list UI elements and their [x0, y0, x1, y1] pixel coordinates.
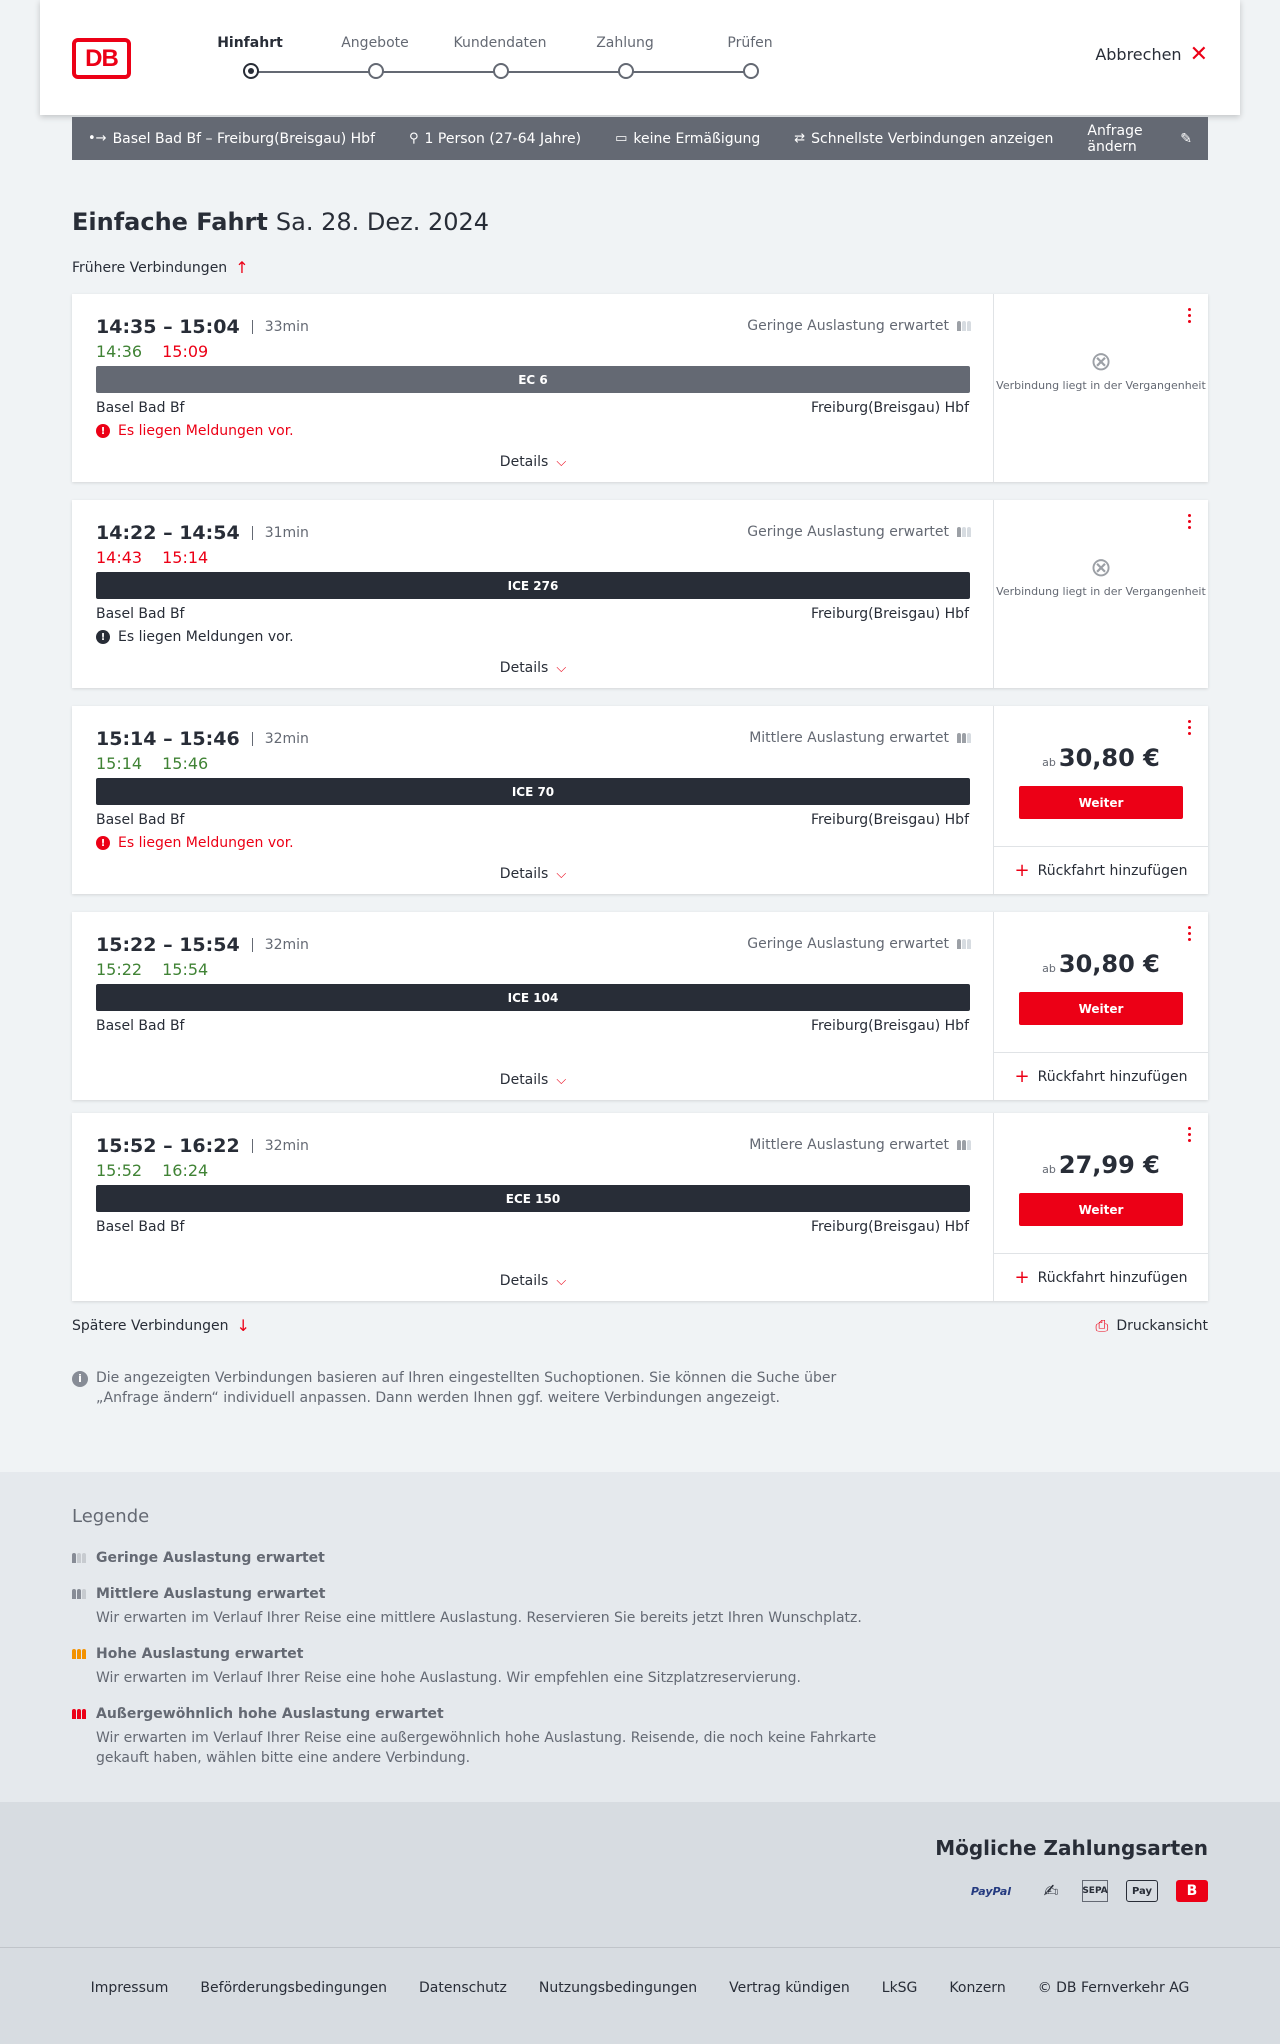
footer-link[interactable]: Vertrag kündigen — [729, 1980, 850, 1996]
details-label: Details — [499, 1273, 549, 1289]
planned-times: 15:14 – 15:46 — [96, 728, 240, 750]
step-label: Kundendaten — [453, 35, 547, 51]
return-label: Rückfahrt hinzufügen — [1037, 862, 1188, 879]
realtime-arrival: 15:09 — [162, 342, 209, 361]
load-person — [72, 1553, 76, 1563]
plus-icon: + — [1014, 860, 1030, 881]
load-person — [967, 1140, 971, 1150]
step-label: Angebote — [341, 35, 409, 51]
legend-item-desc: Wir erwarten im Verlauf Ihrer Reise eine mittlere Auslastung. Reservieren Sie bereits jetzt Ihren Wunschplatz. — [96, 1610, 862, 1626]
connection-info — [72, 500, 994, 688]
legend-item — [72, 1586, 892, 1628]
filter-icon: ⇄ — [794, 131, 806, 146]
load-person — [72, 1709, 76, 1719]
details-label: Details — [499, 454, 549, 470]
realtime-arrival: 15:54 — [162, 960, 209, 979]
step-label: Hinfahrt — [217, 35, 283, 51]
footer-link[interactable]: Konzern — [949, 1980, 1006, 1996]
sepa-icon: SEPA — [1082, 1880, 1108, 1902]
load-person — [957, 1140, 961, 1150]
details-toggle[interactable] — [72, 660, 994, 676]
footer-link[interactable]: LkSG — [881, 1980, 918, 1996]
details-toggle[interactable] — [72, 866, 994, 882]
connection-info — [72, 912, 994, 1100]
cancel-label: Abbrechen — [1095, 45, 1182, 64]
search-persons — [409, 131, 581, 147]
later-label: Spätere Verbindungen — [72, 1317, 229, 1334]
message-text: Es liegen Meldungen vor. — [118, 629, 294, 645]
realtime-arrival: 16:24 — [162, 1161, 209, 1180]
load-icon — [957, 1140, 971, 1150]
apple-pay-label: Pay — [1131, 1885, 1153, 1897]
step-zahlung — [575, 35, 675, 57]
add-return-button[interactable] — [994, 846, 1208, 894]
connection-message[interactable] — [96, 629, 294, 645]
load-person — [962, 321, 966, 331]
load-person — [77, 1553, 81, 1563]
print-view-link[interactable] — [1096, 1316, 1208, 1336]
message-text: Es liegen Meldungen vor. — [118, 423, 294, 439]
planned-times: 15:52 – 16:22 — [96, 1135, 240, 1157]
continue-button[interactable]: Weiter — [1019, 786, 1183, 819]
load-indicator — [747, 524, 971, 540]
connection-times — [96, 728, 309, 750]
progress-steps — [210, 35, 790, 85]
load-person — [957, 939, 961, 949]
offer-panel — [994, 294, 1208, 482]
plus-icon: + — [1014, 1267, 1030, 1288]
details-toggle[interactable] — [72, 1273, 994, 1289]
printer-icon: ⎙ — [1095, 1316, 1109, 1335]
arrival-station: Freiburg(Breisgau) Hbf — [810, 606, 969, 622]
message-text: Es liegen Meldungen vor. — [118, 835, 294, 851]
connection-times — [96, 522, 309, 544]
past-text: Verbindung liegt in der Vergangenheit — [996, 379, 1206, 392]
legend-item-title — [72, 1646, 892, 1662]
planned-times: 14:22 – 14:54 — [96, 522, 240, 544]
details-toggle[interactable] — [72, 454, 994, 470]
step-dot — [368, 63, 384, 79]
realtime-arrival: 15:14 — [162, 548, 209, 567]
connection-card — [72, 500, 1208, 688]
load-icon — [957, 733, 971, 743]
chevron-down-icon: ⌵ — [556, 866, 567, 882]
legend-item-title — [72, 1586, 892, 1602]
load-person — [967, 321, 971, 331]
load-level-icon — [72, 1589, 86, 1599]
connection-info — [72, 1113, 994, 1301]
duration: 31min — [252, 526, 309, 540]
details-label: Details — [499, 866, 549, 882]
realtime — [96, 754, 208, 773]
load-person — [82, 1709, 86, 1719]
connection-times — [96, 934, 309, 956]
connection-card — [72, 294, 1208, 482]
legend-item — [72, 1646, 892, 1688]
arrival-station: Freiburg(Breisgau) Hbf — [810, 812, 969, 828]
load-indicator — [747, 936, 971, 952]
pencil-icon: ✎ — [1180, 130, 1192, 147]
plus-icon: + — [1014, 1066, 1030, 1087]
legend — [0, 1472, 1280, 1802]
load-text: Geringe Auslastung erwartet — [747, 936, 949, 952]
add-return-button[interactable] — [994, 1253, 1208, 1301]
load-person — [77, 1589, 81, 1599]
legend-item-title-text: Außergewöhnlich hohe Auslastung erwartet — [96, 1706, 444, 1722]
price-value: 27,99 € — [1058, 1151, 1160, 1179]
paypal-icon: PayPal — [970, 1884, 1012, 1898]
signature-icon: ✍ — [1043, 1880, 1059, 1902]
close-icon: ✕ — [1189, 41, 1208, 67]
legend-item — [72, 1706, 892, 1768]
legend-item-desc: Wir erwarten im Verlauf Ihrer Reise eine außergewöhnlich hohe Auslastung. Reisende, die noch keine Fahrkarte gekauft haben, wählen bitte eine andere Verbindung. — [96, 1730, 877, 1766]
earlier-connections-link[interactable] — [72, 258, 249, 277]
load-person — [82, 1553, 86, 1563]
connection-card — [72, 706, 1208, 894]
connection-times — [96, 316, 309, 338]
load-text: Geringe Auslastung erwartet — [747, 318, 949, 334]
load-person — [967, 939, 971, 949]
step-dot — [493, 63, 509, 79]
step-kundendaten — [450, 35, 550, 57]
connection-card — [72, 912, 1208, 1100]
price — [994, 950, 1208, 978]
footer-link[interactable]: Beförderungsbedingungen — [200, 1980, 387, 1996]
load-person — [72, 1649, 76, 1659]
search-notice — [72, 1368, 852, 1408]
details-label: Details — [499, 660, 549, 676]
footer-link[interactable]: Impressum — [90, 1980, 169, 1996]
connection-message[interactable] — [96, 835, 294, 851]
load-icon — [957, 939, 971, 949]
past-text: Verbindung liegt in der Vergangenheit — [996, 585, 1206, 598]
alert-icon: ! — [96, 630, 110, 644]
offer-panel — [994, 706, 1208, 894]
footer — [0, 1948, 1280, 2044]
earlier-label: Frühere Verbindungen — [72, 259, 228, 276]
load-person — [962, 1140, 966, 1150]
load-level-icon — [72, 1709, 86, 1719]
realtime-departure: 14:43 — [96, 548, 143, 567]
apple-pay-icon — [1126, 1880, 1158, 1902]
connection-info — [72, 706, 994, 894]
chevron-down-icon: ⌵ — [556, 1072, 567, 1088]
duration: 32min — [252, 1139, 309, 1153]
chevron-down-icon: ⌵ — [556, 1273, 567, 1289]
step-angebote — [325, 35, 425, 57]
connection-info — [72, 294, 994, 482]
route-text: Basel Bad Bf – Freiburg(Breisgau) Hbf — [112, 130, 375, 147]
step-dot — [243, 63, 259, 79]
search-summary-bar — [72, 117, 1208, 160]
load-text: Geringe Auslastung erwartet — [747, 524, 949, 540]
departure-station: Basel Bad Bf — [96, 812, 185, 828]
persons-text: 1 Person (27-64 Jahre) — [424, 130, 582, 147]
realtime-departure: 14:36 — [96, 342, 143, 361]
continue-button[interactable]: Weiter — [1019, 992, 1183, 1025]
step-pruefen — [700, 35, 800, 57]
payment-methods — [0, 1802, 1280, 1948]
realtime — [96, 960, 208, 979]
price-prefix: ab — [1042, 1163, 1056, 1176]
connection-card — [72, 1113, 1208, 1301]
train-bar[interactable]: EC 6 — [96, 366, 970, 393]
arrival-station: Freiburg(Breisgau) Hbf — [810, 1219, 969, 1235]
train-bar[interactable]: ICE 70 — [96, 778, 970, 805]
header — [40, 0, 1240, 115]
price-prefix: ab — [1042, 756, 1056, 769]
realtime-departure: 15:14 — [96, 754, 143, 773]
discount-text: keine Ermäßigung — [633, 130, 761, 147]
edit-search-label: Anfrage ändern — [1087, 122, 1143, 155]
arrow-down-icon: ↓ — [236, 1316, 250, 1335]
step-label: Prüfen — [727, 35, 773, 51]
price-prefix: ab — [1042, 962, 1056, 975]
planned-times: 14:35 – 15:04 — [96, 316, 240, 338]
load-level-icon — [72, 1553, 86, 1563]
return-label: Rückfahrt hinzufügen — [1037, 1269, 1188, 1286]
legend-item-title — [72, 1550, 892, 1566]
more-options-icon[interactable] — [1188, 514, 1192, 532]
search-route — [88, 131, 375, 147]
load-person — [957, 527, 961, 537]
edit-search-button[interactable] — [1087, 123, 1192, 155]
search-option — [794, 131, 1053, 147]
later-connections-link[interactable] — [72, 1316, 250, 1335]
load-level-icon — [72, 1649, 86, 1659]
load-person — [72, 1589, 76, 1599]
return-label: Rückfahrt hinzufügen — [1037, 1068, 1188, 1085]
load-icon — [957, 527, 971, 537]
legend-item-title — [72, 1706, 892, 1722]
load-person — [962, 733, 966, 743]
legend-item-desc: Wir erwarten im Verlauf Ihrer Reise eine hohe Auslastung. Wir empfehlen eine Sitzplatzreservierung. — [96, 1670, 801, 1686]
load-person — [82, 1589, 86, 1599]
train-bar[interactable]: ICE 104 — [96, 984, 970, 1011]
load-indicator — [749, 730, 971, 746]
cart-unavailable-icon: ⊗ — [1090, 347, 1112, 377]
planned-times: 15:22 – 15:54 — [96, 934, 240, 956]
add-return-button[interactable] — [994, 1052, 1208, 1100]
card-icon: ▭ — [615, 131, 628, 146]
search-discount — [615, 131, 760, 147]
step-dot — [618, 63, 634, 79]
past-notice — [994, 553, 1208, 600]
load-person — [82, 1649, 86, 1659]
chevron-down-icon: ⌵ — [556, 454, 567, 470]
realtime — [96, 342, 208, 361]
more-options-icon[interactable] — [1188, 1127, 1192, 1145]
payment-title: Mögliche Zahlungsarten — [935, 1836, 1208, 1860]
legend-item — [72, 1550, 892, 1566]
load-text: Mittlere Auslastung erwartet — [749, 1137, 949, 1153]
departure-station: Basel Bad Bf — [96, 1219, 185, 1235]
trip-type: Einfache Fahrt — [72, 208, 268, 236]
cart-unavailable-icon: ⊗ — [1090, 553, 1112, 583]
price — [994, 1151, 1208, 1179]
alert-icon: ! — [96, 424, 110, 438]
load-person — [77, 1709, 81, 1719]
payment-icons — [962, 1880, 1208, 1902]
legend-item-title-text: Geringe Auslastung erwartet — [96, 1550, 325, 1566]
footer-link[interactable]: Datenschutz — [418, 1980, 507, 1996]
load-indicator — [749, 1137, 971, 1153]
load-person — [962, 527, 966, 537]
info-icon: i — [72, 1371, 88, 1387]
notice-text: Die angezeigten Verbindungen basieren auf Ihren eingestellten Suchoptionen. Sie können die Suche über „Anfrage ändern“ individuell anpassen. Dann werden Ihnen ggf. weitere Verbindungen angezeigt. — [96, 1370, 837, 1406]
connection-times — [96, 1135, 309, 1157]
more-options-icon[interactable] — [1188, 308, 1192, 326]
more-options-icon[interactable] — [1188, 926, 1192, 944]
load-icon — [957, 321, 971, 331]
price-value: 30,80 € — [1058, 744, 1160, 772]
legend-title: Legende — [72, 1506, 150, 1527]
load-text: Mittlere Auslastung erwartet — [749, 730, 949, 746]
step-hinfahrt — [200, 35, 300, 57]
arrival-station: Freiburg(Breisgau) Hbf — [810, 400, 969, 416]
arrival-station: Freiburg(Breisgau) Hbf — [810, 1018, 969, 1034]
train-bar[interactable]: ICE 276 — [96, 572, 970, 599]
print-label: Druckansicht — [1116, 1318, 1208, 1334]
departure-station: Basel Bad Bf — [96, 400, 185, 416]
option-text: Schnellste Verbindungen anzeigen — [811, 130, 1054, 147]
departure-station: Basel Bad Bf — [96, 1018, 185, 1034]
legend-item-title-text: Mittlere Auslastung erwartet — [96, 1586, 326, 1602]
details-toggle[interactable] — [72, 1072, 994, 1088]
db-logo[interactable]: DB — [72, 38, 131, 79]
load-person — [957, 321, 961, 331]
offer-panel — [994, 912, 1208, 1100]
load-person — [967, 733, 971, 743]
past-notice — [994, 347, 1208, 394]
cancel-button[interactable] — [1095, 41, 1208, 67]
offer-panel — [994, 1113, 1208, 1301]
continue-button[interactable]: Weiter — [1019, 1193, 1183, 1226]
step-label: Zahlung — [596, 35, 654, 51]
realtime — [96, 548, 208, 567]
legend-item-title-text: Hohe Auslastung erwartet — [96, 1646, 304, 1662]
train-bar[interactable]: ECE 150 — [96, 1185, 970, 1212]
duration: 33min — [252, 320, 309, 334]
step-dot — [743, 63, 759, 79]
load-person — [962, 939, 966, 949]
details-label: Details — [499, 1072, 549, 1088]
trip-date: Sa. 28. Dez. 2024 — [275, 208, 490, 236]
more-options-icon[interactable] — [1188, 720, 1192, 738]
footer-link[interactable]: Nutzungsbedingungen — [538, 1980, 698, 1996]
load-person — [967, 527, 971, 537]
connection-message[interactable] — [96, 423, 294, 439]
load-person — [957, 733, 961, 743]
load-person — [77, 1649, 81, 1659]
load-indicator — [747, 318, 971, 334]
db-icon: B — [1176, 1880, 1208, 1902]
footer-copyright: © DB Fernverkehr AG — [1037, 1980, 1190, 1996]
realtime-arrival: 15:46 — [162, 754, 209, 773]
page-title — [72, 208, 489, 236]
realtime-departure: 15:22 — [96, 960, 143, 979]
alert-icon: ! — [96, 836, 110, 850]
person-icon: ⚲ — [409, 131, 419, 146]
price — [994, 744, 1208, 772]
chevron-down-icon: ⌵ — [556, 660, 567, 676]
duration: 32min — [252, 732, 309, 746]
route-arrow-icon: •→ — [88, 131, 107, 146]
price-value: 30,80 € — [1058, 950, 1160, 978]
realtime-departure: 15:52 — [96, 1161, 143, 1180]
duration: 32min — [252, 938, 309, 952]
offer-panel — [994, 500, 1208, 688]
departure-station: Basel Bad Bf — [96, 606, 185, 622]
arrow-up-icon: ↑ — [235, 258, 249, 277]
realtime — [96, 1161, 208, 1180]
